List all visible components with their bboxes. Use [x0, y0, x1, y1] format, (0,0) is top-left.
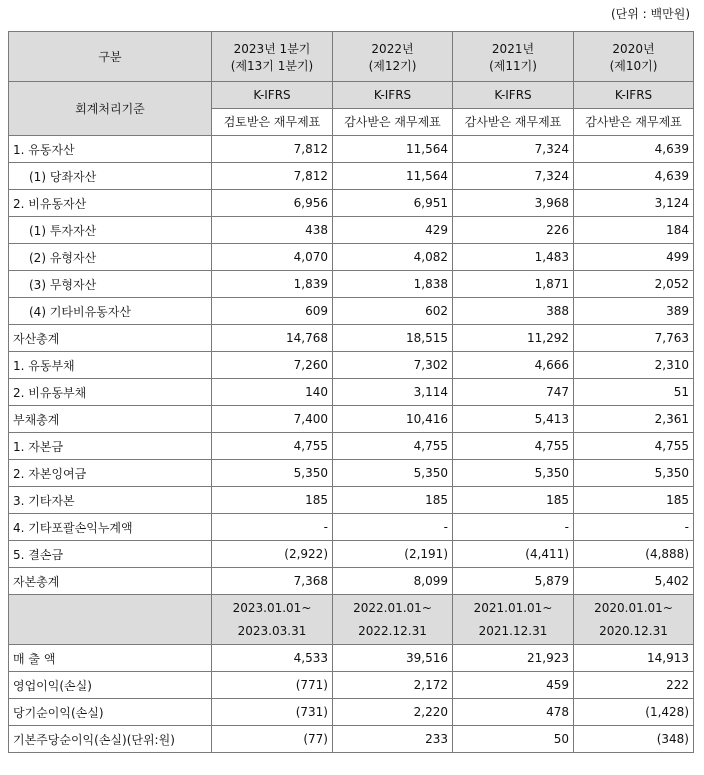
- value-cell: 2,052: [574, 271, 694, 298]
- value-cell: 7,812: [212, 163, 333, 190]
- review-cell: 검토받은 재무제표: [212, 109, 333, 136]
- range-to: 2021.12.31: [478, 623, 548, 638]
- value-cell: 5,350: [333, 460, 453, 487]
- value-cell: 499: [574, 244, 694, 271]
- value-cell: 18,515: [333, 325, 453, 352]
- period-range: [333, 595, 453, 645]
- review-cell: 감사받은 재무제표: [453, 109, 574, 136]
- accounting-standard-header: 회계처리기준: [9, 82, 212, 136]
- table-row: [9, 406, 694, 433]
- row-label: 자본총계: [9, 568, 212, 595]
- row-label: (2) 유형자산: [9, 244, 212, 271]
- value-cell: -: [453, 514, 574, 541]
- value-cell: 5,350: [574, 460, 694, 487]
- value-cell: 2,220: [333, 699, 453, 726]
- row-label: (1) 당좌자산: [9, 163, 212, 190]
- value-cell: 185: [574, 487, 694, 514]
- value-cell: 4,639: [574, 136, 694, 163]
- value-cell: 184: [574, 217, 694, 244]
- period-term: (제11기): [489, 58, 537, 73]
- value-cell: 233: [333, 726, 453, 753]
- value-cell: 7,368: [212, 568, 333, 595]
- table-row: [9, 699, 694, 726]
- value-cell: -: [333, 514, 453, 541]
- row-label: 자산총계: [9, 325, 212, 352]
- value-cell: 4,755: [574, 433, 694, 460]
- value-cell: 10,416: [333, 406, 453, 433]
- value-cell: 1,483: [453, 244, 574, 271]
- value-cell: 5,350: [212, 460, 333, 487]
- value-cell: 39,516: [333, 645, 453, 672]
- financial-summary-table: [8, 31, 694, 753]
- table-row: [9, 244, 694, 271]
- table-row: [9, 190, 694, 217]
- value-cell: 389: [574, 298, 694, 325]
- value-cell: 2,172: [333, 672, 453, 699]
- table-row: [9, 298, 694, 325]
- table-row: [9, 487, 694, 514]
- value-cell: 11,564: [333, 136, 453, 163]
- row-label: (4) 기타비유동자산: [9, 298, 212, 325]
- value-cell: 747: [453, 379, 574, 406]
- unit-note: (단위 : 백만원): [611, 7, 690, 21]
- range-to: 2022.12.31: [358, 623, 427, 638]
- value-cell: 222: [574, 672, 694, 699]
- value-cell: 4,082: [333, 244, 453, 271]
- range-to: 2023.03.31: [237, 623, 307, 638]
- value-cell: -: [212, 514, 333, 541]
- value-cell: -: [574, 514, 694, 541]
- period-range: [212, 595, 333, 645]
- value-cell: 5,413: [453, 406, 574, 433]
- income-statement-rows: [9, 645, 694, 753]
- value-cell: 14,913: [574, 645, 694, 672]
- category-header: 구분: [9, 32, 212, 82]
- value-cell: 21,923: [453, 645, 574, 672]
- period-header: [574, 32, 694, 82]
- table-row: [9, 726, 694, 753]
- value-cell: 11,564: [333, 163, 453, 190]
- value-cell: 185: [453, 487, 574, 514]
- value-cell: 4,070: [212, 244, 333, 271]
- row-label: 부채총계: [9, 406, 212, 433]
- table-row: [9, 460, 694, 487]
- value-cell: 388: [453, 298, 574, 325]
- value-cell: 1,871: [453, 271, 574, 298]
- value-cell: 4,666: [453, 352, 574, 379]
- value-cell: 478: [453, 699, 574, 726]
- period-year: 2022년: [371, 41, 414, 56]
- value-cell: 7,324: [453, 163, 574, 190]
- row-label: 2. 자본잉여금: [9, 460, 212, 487]
- row-label: (3) 무형자산: [9, 271, 212, 298]
- value-cell: 7,324: [453, 136, 574, 163]
- period-year: 2020년: [612, 41, 655, 56]
- review-cell: 감사받은 재무제표: [333, 109, 453, 136]
- table-row: [9, 514, 694, 541]
- period-header: [212, 32, 333, 82]
- value-cell: 7,260: [212, 352, 333, 379]
- balance-sheet-rows: [9, 136, 694, 595]
- value-cell: 3,124: [574, 190, 694, 217]
- table-row: [9, 433, 694, 460]
- value-cell: 185: [212, 487, 333, 514]
- value-cell: 2,310: [574, 352, 694, 379]
- row-label: 2. 비유동자산: [9, 190, 212, 217]
- period-year: 2021년: [491, 41, 535, 56]
- period-header: [333, 32, 453, 82]
- value-cell: 5,879: [453, 568, 574, 595]
- value-cell: 1,838: [333, 271, 453, 298]
- period-term: (제10기): [609, 58, 658, 73]
- value-cell: 226: [453, 217, 574, 244]
- value-cell: 429: [333, 217, 453, 244]
- value-cell: 4,755: [333, 433, 453, 460]
- value-cell: (731): [212, 699, 333, 726]
- value-cell: 6,951: [333, 190, 453, 217]
- table-row: [9, 271, 694, 298]
- standard-cell: K-IFRS: [453, 82, 574, 109]
- range-from: 2023.01.01~: [232, 600, 312, 615]
- review-cell: 감사받은 재무제표: [574, 109, 694, 136]
- table-row: [9, 136, 694, 163]
- value-cell: (771): [212, 672, 333, 699]
- value-cell: 5,350: [453, 460, 574, 487]
- value-cell: 3,968: [453, 190, 574, 217]
- table-row: [9, 352, 694, 379]
- value-cell: 7,400: [212, 406, 333, 433]
- value-cell: (1,428): [574, 699, 694, 726]
- period-range-blank: [9, 595, 212, 645]
- value-cell: 3,114: [333, 379, 453, 406]
- value-cell: 140: [212, 379, 333, 406]
- row-label: 4. 기타포괄손익누계액: [9, 514, 212, 541]
- value-cell: 11,292: [453, 325, 574, 352]
- value-cell: (4,888): [574, 541, 694, 568]
- value-cell: 8,099: [333, 568, 453, 595]
- period-term: (제12기): [368, 58, 417, 73]
- value-cell: 51: [574, 379, 694, 406]
- row-label: 당기순이익(손실): [9, 699, 212, 726]
- value-cell: 7,812: [212, 136, 333, 163]
- value-cell: 4,533: [212, 645, 333, 672]
- value-cell: 438: [212, 217, 333, 244]
- range-from: 2022.01.01~: [353, 600, 432, 615]
- value-cell: (348): [574, 726, 694, 753]
- value-cell: 185: [333, 487, 453, 514]
- value-cell: 4,755: [212, 433, 333, 460]
- row-label: 5. 결손금: [9, 541, 212, 568]
- value-cell: 50: [453, 726, 574, 753]
- period-range: [453, 595, 574, 645]
- row-label: 영업이익(손실): [9, 672, 212, 699]
- table-row: [9, 672, 694, 699]
- table-row: [9, 379, 694, 406]
- row-label: 3. 기타자본: [9, 487, 212, 514]
- range-from: 2020.01.01~: [594, 600, 673, 615]
- value-cell: 2,361: [574, 406, 694, 433]
- standard-cell: K-IFRS: [212, 82, 333, 109]
- standard-cell: K-IFRS: [333, 82, 453, 109]
- value-cell: (4,411): [453, 541, 574, 568]
- value-cell: 602: [333, 298, 453, 325]
- table-header: [9, 32, 694, 136]
- value-cell: 459: [453, 672, 574, 699]
- table-row: [9, 325, 694, 352]
- value-cell: 14,768: [212, 325, 333, 352]
- table-row: [9, 541, 694, 568]
- row-label: 매 출 액: [9, 645, 212, 672]
- value-cell: 6,956: [212, 190, 333, 217]
- row-label: 1. 유동자산: [9, 136, 212, 163]
- value-cell: 609: [212, 298, 333, 325]
- value-cell: 4,755: [453, 433, 574, 460]
- value-cell: 1,839: [212, 271, 333, 298]
- row-label: 1. 자본금: [9, 433, 212, 460]
- value-cell: 7,302: [333, 352, 453, 379]
- row-label: (1) 투자자산: [9, 217, 212, 244]
- value-cell: (2,191): [333, 541, 453, 568]
- range-to: 2020.12.31: [599, 623, 668, 638]
- table-row: [9, 217, 694, 244]
- table-row: [9, 163, 694, 190]
- period-range: [574, 595, 694, 645]
- standard-cell: K-IFRS: [574, 82, 694, 109]
- value-cell: 5,402: [574, 568, 694, 595]
- table-row: [9, 568, 694, 595]
- period-year: 2023년 1분기: [233, 41, 311, 56]
- value-cell: (2,922): [212, 541, 333, 568]
- value-cell: 4,639: [574, 163, 694, 190]
- range-from: 2021.01.01~: [473, 600, 553, 615]
- period-range-header: [9, 595, 694, 645]
- period-header: [453, 32, 574, 82]
- row-label: 2. 비유동부채: [9, 379, 212, 406]
- table-row: [9, 645, 694, 672]
- value-cell: 7,763: [574, 325, 694, 352]
- period-term: (제13기 1분기): [230, 58, 314, 73]
- row-label: 1. 유동부채: [9, 352, 212, 379]
- value-cell: (77): [212, 726, 333, 753]
- row-label: 기본주당순이익(손실)(단위:원): [9, 726, 212, 753]
